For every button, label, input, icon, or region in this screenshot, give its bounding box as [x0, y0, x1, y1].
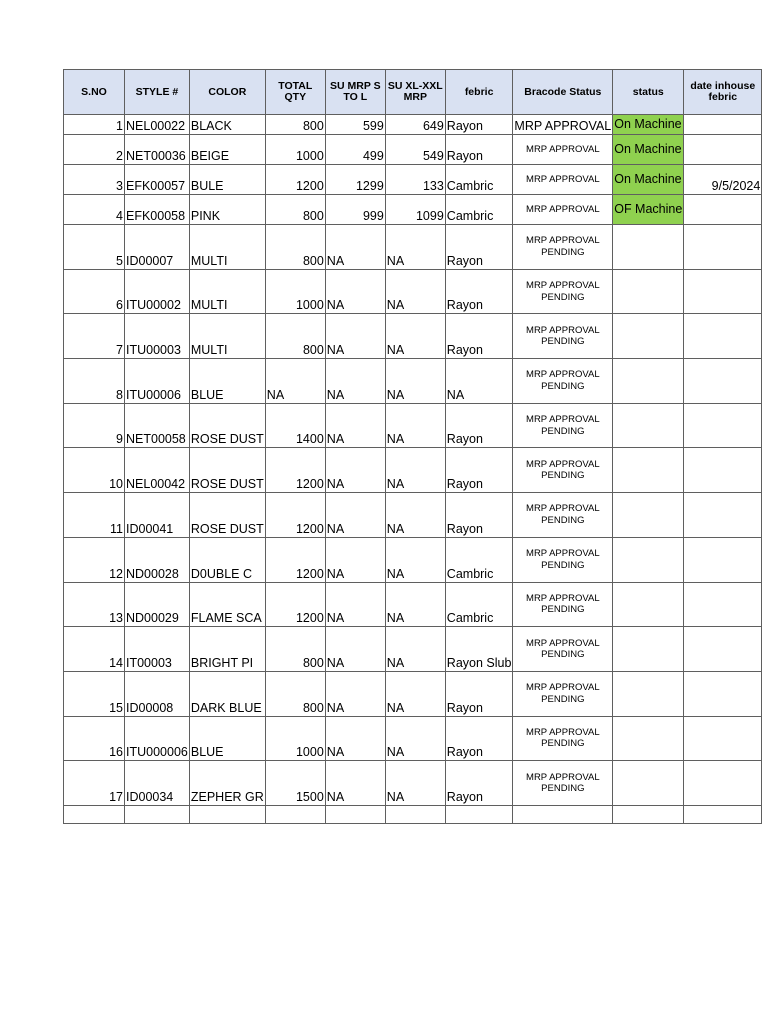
header-total-qty[interactable]: TOTAL QTY — [265, 70, 325, 115]
cell-color[interactable]: MULTI — [189, 269, 265, 314]
cell-color[interactable]: PINK — [189, 195, 265, 225]
cell-sno[interactable]: 7 — [64, 314, 125, 359]
cell-su-xl-mrp[interactable]: NA — [385, 269, 445, 314]
cell-su-mrp[interactable]: NA — [325, 537, 385, 582]
cell-date-inhouse[interactable] — [684, 269, 762, 314]
cell-status[interactable] — [613, 716, 684, 761]
cell-style[interactable]: EFK00058 — [125, 195, 190, 225]
cell-su-mrp[interactable]: 1299 — [325, 165, 385, 195]
cell-febric[interactable]: Rayon — [445, 671, 513, 716]
cell-barcode-status[interactable]: MRP APPROVAL — [513, 115, 613, 135]
table-row — [64, 627, 762, 672]
cell-status[interactable] — [613, 269, 684, 314]
cell-sno[interactable]: 9 — [64, 403, 125, 448]
cell-total-qty[interactable]: 1200 — [265, 493, 325, 538]
cell-date-inhouse[interactable] — [684, 448, 762, 493]
header-status[interactable]: status — [613, 70, 684, 115]
cell-barcode-status[interactable]: MRP APPROVAL PENDING — [513, 359, 613, 404]
empty-cell[interactable] — [64, 805, 125, 823]
cell-barcode-status[interactable]: MRP APPROVAL PENDING — [513, 716, 613, 761]
cell-status[interactable] — [613, 582, 684, 627]
cell-febric[interactable]: Cambric — [445, 537, 513, 582]
cell-date-inhouse[interactable] — [684, 314, 762, 359]
cell-su-mrp[interactable]: NA — [325, 269, 385, 314]
cell-total-qty[interactable]: 1000 — [265, 269, 325, 314]
cell-barcode-status[interactable]: MRP APPROVAL PENDING — [513, 269, 613, 314]
table-row — [64, 225, 762, 270]
cell-sno[interactable]: 10 — [64, 448, 125, 493]
cell-su-xl-mrp[interactable]: NA — [385, 493, 445, 538]
empty-cell[interactable] — [189, 805, 265, 823]
table-row — [64, 195, 762, 225]
table-row — [64, 582, 762, 627]
cell-style[interactable]: ITU00003 — [125, 314, 190, 359]
cell-su-xl-mrp[interactable]: 133 — [385, 165, 445, 195]
cell-date-inhouse[interactable] — [684, 225, 762, 270]
cell-style[interactable]: ITU00002 — [125, 269, 190, 314]
cell-style[interactable]: NEL00022 — [125, 115, 190, 135]
table-row — [64, 761, 762, 806]
cell-sno[interactable]: 12 — [64, 537, 125, 582]
cell-color[interactable]: ROSE DUST — [189, 448, 265, 493]
cell-status[interactable] — [613, 493, 684, 538]
cell-su-mrp[interactable]: NA — [325, 582, 385, 627]
cell-date-inhouse[interactable] — [684, 135, 762, 165]
cell-su-mrp[interactable]: 599 — [325, 115, 385, 135]
cell-date-inhouse[interactable] — [684, 493, 762, 538]
cell-su-mrp[interactable]: NA — [325, 761, 385, 806]
cell-sno[interactable]: 15 — [64, 671, 125, 716]
cell-color[interactable]: ROSE DUST — [189, 403, 265, 448]
cell-total-qty[interactable]: 1200 — [265, 582, 325, 627]
cell-febric[interactable]: Rayon — [445, 269, 513, 314]
header-color[interactable]: COLOR — [189, 70, 265, 115]
cell-total-qty[interactable]: 1200 — [265, 537, 325, 582]
cell-barcode-status[interactable]: MRP APPROVAL PENDING — [513, 448, 613, 493]
cell-total-qty[interactable]: 800 — [265, 225, 325, 270]
cell-barcode-status[interactable]: MRP APPROVAL — [513, 165, 613, 195]
cell-color[interactable]: FLAME SCA — [189, 582, 265, 627]
cell-su-xl-mrp[interactable]: NA — [385, 403, 445, 448]
cell-style[interactable]: EFK00057 — [125, 165, 190, 195]
empty-cell[interactable] — [265, 805, 325, 823]
cell-sno[interactable]: 5 — [64, 225, 125, 270]
cell-color[interactable]: BRIGHT PI — [189, 627, 265, 672]
empty-cell[interactable] — [385, 805, 445, 823]
table-row — [64, 493, 762, 538]
cell-style[interactable]: ITU00006 — [125, 359, 190, 404]
cell-su-xl-mrp[interactable]: NA — [385, 359, 445, 404]
cell-su-mrp[interactable]: NA — [325, 314, 385, 359]
cell-barcode-status[interactable]: MRP APPROVAL PENDING — [513, 225, 613, 270]
cell-color[interactable]: BEIGE — [189, 135, 265, 165]
cell-su-xl-mrp[interactable]: NA — [385, 225, 445, 270]
cell-total-qty[interactable]: 1200 — [265, 165, 325, 195]
cell-total-qty[interactable]: 800 — [265, 671, 325, 716]
cell-su-xl-mrp[interactable]: NA — [385, 671, 445, 716]
cell-status[interactable] — [613, 537, 684, 582]
cell-su-mrp[interactable]: 999 — [325, 195, 385, 225]
cell-su-mrp[interactable]: NA — [325, 403, 385, 448]
cell-total-qty[interactable]: 800 — [265, 195, 325, 225]
cell-su-xl-mrp[interactable]: 549 — [385, 135, 445, 165]
header-row — [64, 70, 762, 115]
table-row — [64, 165, 762, 195]
cell-style[interactable]: ID00007 — [125, 225, 190, 270]
cell-color[interactable]: BLUE — [189, 716, 265, 761]
empty-cell[interactable] — [325, 805, 385, 823]
empty-row — [64, 805, 762, 823]
table-body — [64, 115, 762, 824]
cell-style[interactable]: NET00036 — [125, 135, 190, 165]
header-su-mrp[interactable]: SU MRP S TO L — [325, 70, 385, 115]
cell-status[interactable] — [613, 448, 684, 493]
cell-su-mrp[interactable]: NA — [325, 716, 385, 761]
cell-status[interactable] — [613, 761, 684, 806]
table-row — [64, 359, 762, 404]
cell-sno[interactable]: 17 — [64, 761, 125, 806]
table-row — [64, 314, 762, 359]
cell-color[interactable]: ZEPHER GR — [189, 761, 265, 806]
cell-febric[interactable]: Rayon — [445, 448, 513, 493]
empty-cell[interactable] — [445, 805, 513, 823]
cell-sno[interactable]: 4 — [64, 195, 125, 225]
cell-febric[interactable]: NA — [445, 359, 513, 404]
cell-status[interactable] — [613, 225, 684, 270]
cell-su-xl-mrp[interactable]: NA — [385, 537, 445, 582]
empty-cell[interactable] — [125, 805, 190, 823]
cell-su-xl-mrp[interactable]: NA — [385, 314, 445, 359]
cell-status[interactable] — [613, 403, 684, 448]
empty-cell[interactable] — [613, 805, 684, 823]
cell-febric[interactable]: Rayon Slub — [445, 627, 513, 672]
cell-style[interactable]: NET00058 — [125, 403, 190, 448]
cell-date-inhouse[interactable]: 9/5/2024 — [684, 165, 762, 195]
cell-sno[interactable]: 13 — [64, 582, 125, 627]
header-style[interactable]: STYLE # — [125, 70, 190, 115]
cell-style[interactable]: NEL00042 — [125, 448, 190, 493]
cell-barcode-status[interactable]: MRP APPROVAL PENDING — [513, 537, 613, 582]
cell-color[interactable]: ROSE DUST — [189, 493, 265, 538]
cell-su-xl-mrp[interactable]: 649 — [385, 115, 445, 135]
cell-barcode-status[interactable]: MRP APPROVAL PENDING — [513, 671, 613, 716]
cell-barcode-status[interactable]: MRP APPROVAL PENDING — [513, 582, 613, 627]
cell-total-qty[interactable]: 1400 — [265, 403, 325, 448]
cell-color[interactable]: DARK BLUE — [189, 671, 265, 716]
cell-status[interactable] — [613, 671, 684, 716]
header-su-xl-mrp[interactable]: SU XL-XXL MRP — [385, 70, 445, 115]
cell-su-mrp[interactable]: NA — [325, 627, 385, 672]
cell-status[interactable]: On Machine — [613, 115, 684, 135]
cell-total-qty[interactable]: 800 — [265, 314, 325, 359]
cell-su-xl-mrp[interactable]: NA — [385, 627, 445, 672]
cell-su-xl-mrp[interactable]: 1099 — [385, 195, 445, 225]
table-row — [64, 269, 762, 314]
cell-color[interactable]: BLACK — [189, 115, 265, 135]
table-row — [64, 671, 762, 716]
cell-sno[interactable]: 8 — [64, 359, 125, 404]
cell-total-qty[interactable]: 1500 — [265, 761, 325, 806]
cell-febric[interactable]: Rayon — [445, 761, 513, 806]
cell-su-mrp[interactable]: NA — [325, 359, 385, 404]
cell-style[interactable]: ID00034 — [125, 761, 190, 806]
cell-date-inhouse[interactable] — [684, 761, 762, 806]
cell-febric[interactable]: Cambric — [445, 582, 513, 627]
cell-status[interactable]: On Machine — [613, 135, 684, 165]
cell-status[interactable] — [613, 314, 684, 359]
header-barcode-status[interactable]: Bracode Status — [513, 70, 613, 115]
cell-su-xl-mrp[interactable]: NA — [385, 716, 445, 761]
header-date-inhouse[interactable]: date inhouse febric — [684, 70, 762, 115]
cell-febric[interactable]: Rayon — [445, 493, 513, 538]
cell-barcode-status[interactable]: MRP APPROVAL — [513, 195, 613, 225]
cell-su-mrp[interactable]: NA — [325, 448, 385, 493]
cell-date-inhouse[interactable] — [684, 716, 762, 761]
cell-date-inhouse[interactable] — [684, 671, 762, 716]
cell-febric[interactable]: Rayon — [445, 225, 513, 270]
cell-style[interactable]: ID00008 — [125, 671, 190, 716]
cell-color[interactable]: MULTI — [189, 225, 265, 270]
cell-sno[interactable]: 14 — [64, 627, 125, 672]
cell-total-qty[interactable]: 1200 — [265, 448, 325, 493]
cell-febric[interactable]: Rayon — [445, 403, 513, 448]
cell-total-qty[interactable]: 1000 — [265, 135, 325, 165]
cell-sno[interactable]: 6 — [64, 269, 125, 314]
cell-total-qty[interactable]: 800 — [265, 115, 325, 135]
cell-su-xl-mrp[interactable]: NA — [385, 448, 445, 493]
cell-style[interactable]: ID00041 — [125, 493, 190, 538]
cell-barcode-status[interactable]: MRP APPROVAL PENDING — [513, 761, 613, 806]
cell-date-inhouse[interactable] — [684, 403, 762, 448]
cell-sno[interactable]: 2 — [64, 135, 125, 165]
cell-style[interactable]: ITU000006 — [125, 716, 190, 761]
cell-barcode-status[interactable]: MRP APPROVAL PENDING — [513, 403, 613, 448]
cell-date-inhouse[interactable] — [684, 195, 762, 225]
cell-date-inhouse[interactable] — [684, 582, 762, 627]
cell-sno[interactable]: 3 — [64, 165, 125, 195]
table-row — [64, 115, 762, 135]
table-row — [64, 403, 762, 448]
cell-color[interactable]: MULTI — [189, 314, 265, 359]
cell-total-qty[interactable]: 800 — [265, 627, 325, 672]
cell-sno[interactable]: 11 — [64, 493, 125, 538]
empty-cell[interactable] — [513, 805, 613, 823]
cell-febric[interactable]: Rayon — [445, 314, 513, 359]
cell-barcode-status[interactable]: MRP APPROVAL PENDING — [513, 627, 613, 672]
cell-su-mrp[interactable]: NA — [325, 671, 385, 716]
cell-style[interactable]: ND00028 — [125, 537, 190, 582]
table-row — [64, 716, 762, 761]
cell-febric[interactable]: Rayon — [445, 716, 513, 761]
cell-febric[interactable]: Cambric — [445, 165, 513, 195]
cell-total-qty[interactable]: 1000 — [265, 716, 325, 761]
cell-date-inhouse[interactable] — [684, 627, 762, 672]
cell-sno[interactable]: 1 — [64, 115, 125, 135]
cell-color[interactable]: BLUE — [189, 359, 265, 404]
cell-date-inhouse[interactable] — [684, 115, 762, 135]
empty-cell[interactable] — [684, 805, 762, 823]
cell-date-inhouse[interactable] — [684, 359, 762, 404]
header-febric[interactable]: febric — [445, 70, 513, 115]
cell-color[interactable]: D0UBLE C — [189, 537, 265, 582]
cell-status[interactable]: On Machine — [613, 165, 684, 195]
header-sno[interactable]: S.NO — [64, 70, 125, 115]
table-row — [64, 537, 762, 582]
cell-su-mrp[interactable]: NA — [325, 225, 385, 270]
cell-barcode-status[interactable]: MRP APPROVAL PENDING — [513, 314, 613, 359]
cell-barcode-status[interactable]: MRP APPROVAL — [513, 135, 613, 165]
table-row — [64, 448, 762, 493]
inventory-table — [63, 69, 762, 824]
cell-su-xl-mrp[interactable]: NA — [385, 582, 445, 627]
table-row — [64, 135, 762, 165]
cell-color[interactable]: BULE — [189, 165, 265, 195]
cell-su-mrp[interactable]: NA — [325, 493, 385, 538]
cell-febric[interactable]: Rayon — [445, 135, 513, 165]
cell-status[interactable] — [613, 627, 684, 672]
cell-febric[interactable]: Cambric — [445, 195, 513, 225]
cell-su-xl-mrp[interactable]: NA — [385, 761, 445, 806]
cell-style[interactable]: ND00029 — [125, 582, 190, 627]
cell-febric[interactable]: Rayon — [445, 115, 513, 135]
cell-status[interactable]: OF Machine — [613, 195, 684, 225]
cell-barcode-status[interactable]: MRP APPROVAL PENDING — [513, 493, 613, 538]
cell-status[interactable] — [613, 359, 684, 404]
spreadsheet — [63, 69, 762, 824]
cell-total-qty[interactable]: NA — [265, 359, 325, 404]
cell-date-inhouse[interactable] — [684, 537, 762, 582]
cell-su-mrp[interactable]: 499 — [325, 135, 385, 165]
cell-style[interactable]: IT00003 — [125, 627, 190, 672]
cell-sno[interactable]: 16 — [64, 716, 125, 761]
